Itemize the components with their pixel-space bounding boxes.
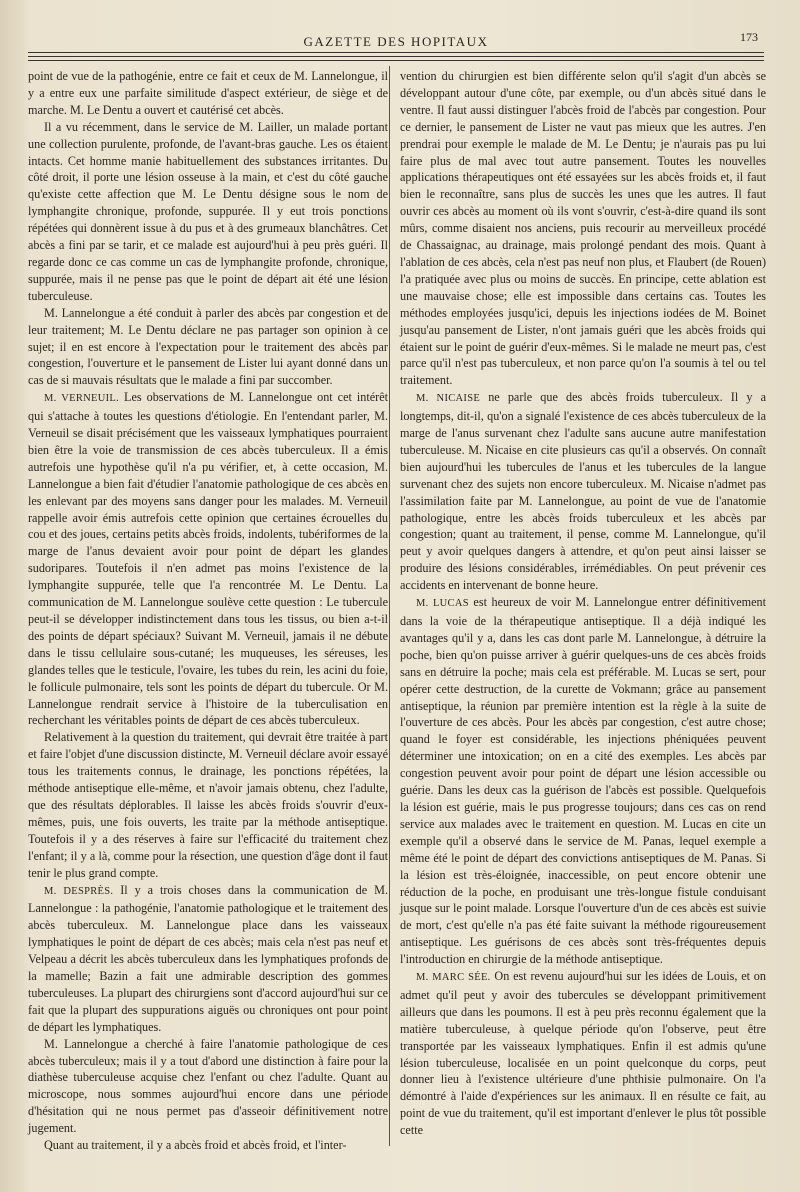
paragraph-text: Quant au traitement, il y a abcès froid et abcès froid, et l'inter- [44, 1138, 347, 1153]
paragraph [400, 68, 766, 389]
paragraph [400, 389, 766, 594]
paragraph-text: Il y a trois choses dans la communication de M. Lannelongue : la pathogénie, l'anatomie pathologique et le traitement des abcès tuberculeux. M. Lannelongue place dans les vaisseaux lymphatiques le point de départ de ces abcès; mais cela n'est pas neuf et Velpeau a décrit les abcès tuberculeux dans les lymphatiques profonds de la mamelle; Bazin a fait une admirable description des gommes tuberculeuses. La plupart des chirurgiens sont d'accord aujourd'hui sur ce fait que la plupart des suppurations aiguës ou chroniques ont pour point de départ les lymphatiques. [28, 882, 388, 1034]
column-divider [389, 66, 390, 1146]
header-rule [28, 60, 764, 61]
paragraph-text: point de vue de la pathogénie, entre ce fait et ceux de M. Lannelongue, il y a entre eux une parfaite similitude d'aspect extérieur, de siège et de marche. M. Le Dentu a ouvert et cautérisé cet abcès. [28, 69, 388, 117]
left-column [28, 68, 388, 1154]
paragraph [28, 119, 388, 305]
paragraph-text: est heureux de voir M. Lannelongue entrer définitivement dans la voie de la thérapeutique antiseptique. Il a déjà indiqué les avantages qu'il y a, dans les cas dont parle M. Lannelongue, à détruire la poche, bien qu'on puisse arriver à guérir quelques-uns de ces abcès froids sans en détruire la poche; mais cela est préférable. M. Lucas se sert, pour opérer cette destruction, de la curette de Vokmann; grâce au pansement antiseptique, la réunion par première intention est la règle à la suite de l'ouverture de ces abcès. Pour les abcès par congestion, c'est autre chose; quand le foyer est considérable, les injections phéniquées peuvent déterminer une intoxication; on en a cité des exemples. Les abcès par congestion peuvent avoir pour point de départ une lésion accessible ou guérie. Dans les deux cas la guérison de l'abcès est possible. Quelquefois la lésion est guérie, mais le pus progresse toujours; dans ces cas on rend service aux malades avec le traitement en question. M. Lucas en cite un exemple qu'il a observé dans le service de M. Panas, lequel exemple a même été le point de départ des convictions antiseptiques de M. Panas. Si la lésion est très-éloignée, inaccessible, on peut encore obtenir une réduction de la poche, en produisant une très-longue fistule conduisant jusque sur le point malade. Lorsque l'ouverture d'un de ces abcès est suivie de mort, c'est qu'elle n'a pas été faite suivant la méthode rigoureusement antiseptique. Les guérisons de ces abcès sont très-fréquentes depuis l'introduction en chirurgie de la méthode antiseptique. [400, 595, 766, 967]
paragraph [28, 882, 388, 1036]
page-number: 173 [740, 30, 758, 44]
paragraph-text: M. Lannelongue a été conduit à parler des abcès par congestion et de leur traitement; M. Le Dentu déclare ne pas partager son opinion à ce sujet; il en est encore à l'expectation pour le traitement des abcès par congestion, l'ouverture et le pansement de Lister lui ayant donné dans un cas de si mauvais résultats que le malade a fini par succomber. [28, 305, 388, 388]
paragraph [400, 594, 766, 968]
header-rule [28, 56, 764, 57]
paragraph-text: Il a vu récemment, dans le service de M. Lailler, un malade portant une collection purulente, profonde, de l'avant-bras gauche. Les os étaient intacts. Cet homme manie habituellement des substances irritantes. Du côté droit, il porte une lésion osseuse à la main, et c'est du côté gauche qu'existe cette affection que M. Le Dentu désigne sous le nom de lymphangite chronique, profonde, suppurée. Il y eut trois ponctions répétées qui donnèrent issue à du pus et à des grumeaux blanchâtres. Cet abcès a fini par se tarir, et ce malade est aujourd'hui à peu près guéri. Il regarde donc ce cas comme un cas de lymphangite profonde, chronique, suppurée, mais il ne pense pas que le point de départ ait été une lésion tuberculeuse. [28, 119, 388, 303]
paragraph-text: ne parle que des abcès froids tuberculeux. Il y a longtemps, dit-il, qu'on a signalé l'existence de ces abcès tuberculeux de la marge de l'anus survenant chez l'adulte sans aucune autre manifestation tuberculeuse. M. Nicaise en cite plusieurs cas qu'il a observés. On connaît bien aujourd'hui les tubercules de l'anus et les tubercules de la langue survenant chez des sujets non encore tuberculeux. M. Nicaise n'admet pas l'assimilation faite par M. Lannelongue, au point de vue de l'anatomie pathologique, entre les abcès froids tuberculeux et les abcès par congestion; quant au traitement, il pense, comme M. Lannelongue, qu'il peut y avoir quelques dangers à attendre, et qu'on peut ainsi laisser se produire des lésions considérables, irrémédiables. On peut prévenir ces accidents en intervenant de bonne heure. [400, 390, 766, 593]
speaker-name: M. LUCAS [416, 598, 469, 610]
running-title: GAZETTE DES HOPITAUX [303, 34, 489, 49]
paragraph-text: Relativement à la question du traitement, qui devrait être traitée à part et faire l'objet d'une discussion distincte, M. Verneuil déclare avoir essayé tous les traitements connus, le drainage, les ponctions répétées, la méthode antiseptique elle-même, et n'avoir jamais obtenu, chez l'adulte, que des résultats déplorables. Il laisse les abcès froids s'ouvrir d'eux-mêmes, puis, une fois ouverts, les traite par la méthode antiseptique. Toutefois il y a des réserves à faire sur l'efficacité du traitement chez l'enfant; il y a là, comme pour la résection, une question d'âge dont il faut tenir le plus grand compte. [28, 730, 388, 880]
paragraph [28, 1137, 388, 1154]
paragraph [28, 729, 388, 881]
paragraph [28, 68, 388, 119]
paragraph [28, 389, 388, 729]
header-rule [28, 52, 764, 53]
paragraph-text: Les observations de M. Lannelongue ont cet intérêt qui s'attache à toutes les questions d'étiologie. En l'entendant parler, M. Verneuil se disait précisément que les vaisseaux lymphatiques pourraient bien être la voie de transmission de ces abcès tuberculeux. Il a émis autrefois une hypothèse qu'il n'a pu vérifier, et, à cette occasion, M. Lannelongue a bien fait d'étudier l'anatomie pathologique de ces abcès en les enlevant par des moyens sans danger pour les malades. M. Verneuil rappelle avoir émis autrefois cette opinion que certaines écrouelles du cou et des joues, certains petits abcès froids, indolents, tubériformes de la marge de l'anus devaient avoir pour point de départ les glandes sudoripares. Toutefois il n'en admet pas moins l'existence de la lymphangite suppurée, telle que l'a rencontrée M. Le Dentu. La communication de M. Lannelongue soulève cette question : Le tubercule peut-il se développer indistinctement dans tous les tissus, ou bien a-t-il des points de départ spéciaux? Suivant M. Verneuil, jamais il ne débute dans le tissu cellulaire sous-cutané; les muqueuses, les séreuses, les glandes telles que le testicule, l'ovaire, les tubes du rein, les acini du foie, le follicule pulmonaire, tels sont les points de départ du tubercule. Or M. Lannelongue rendrait service à l'histoire de la tuberculisation en recherchant les véritables points de départ de ces abcès tuberculeux. [28, 390, 388, 728]
paragraph [28, 305, 388, 390]
speaker-name: M. MARC SÉE. [416, 972, 491, 984]
speaker-name: M. VERNEUIL. [44, 393, 120, 405]
speaker-name: M. NICAISE [416, 393, 481, 405]
page-header [28, 28, 764, 58]
paragraph-text: M. Lannelongue a cherché à faire l'anatomie pathologique de ces abcès tuberculeux; mais il y a tout d'abord une distinction à faire pour la diathèse tuberculeuse acquise chez l'enfant ou chez l'adulte. Quant au microscope, nous sommes aujourd'hui encore dans une période d'hésitation qui ne nous permet pas d'asseoir définitivement notre jugement. [28, 1036, 388, 1136]
paragraph [28, 1036, 388, 1137]
paragraph [400, 968, 766, 1139]
speaker-name: M. DESPRÈS. [44, 885, 114, 897]
paragraph-text: On est revenu aujourd'hui sur les idées de Louis, et on admet qu'il peut y avoir des tubercules se développant primitivement ailleurs que dans les poumons. Il est à peu près reconnu également que la matière tuberculeuse, à quelque période qu'on l'observe, peut être transportée par les vaisseaux lymphatiques. Enfin il est admis qu'une lésion tuberculeuse, localisée en un point quelconque du corps, peut donner lieu à l'existence ultérieure d'une phthisie pulmonaire. On l'a démontré à l'aide d'expériences sur les animaux. Il en résulte ce fait, au point de vue du traitement, qu'il est important d'enlever le plus tôt possible cette [400, 969, 766, 1138]
paragraph-text: vention du chirurgien est bien différente selon qu'il s'agit d'un abcès se développant autour d'une côte, par exemple, ou d'un abcès situé dans le ventre. Il faut aussi distinguer l'abcès froid de l'abcès par congestion. Pour ce dernier, le pansement de Lister ne vaut pas mieux que les autres. J'en prendrai pour exemple le malade de M. Le Dentu; je n'aurais pas pu lui faire plus de mal avec tout autre pansement. Toutes les nouvelles applications thérapeutiques ont été essayées sur les abcès froids et, il faut bien le reconnaître, sans plus de succès les unes que les autres. Il faut ouvrir ces abcès au moment où ils vont s'ouvrir, c'est-à-dire quand ils sont mûrs, comme disaient nos anciens, puis recourir au merveilleux procédé de Chassaignac, au drainage, mais prolongé pendant des mois. Quant à l'ablation de ces abcès, cela n'est pas neuf non plus, et Flaubert (de Rouen) l'a pratiquée avec plus ou moins de succès. En principe, cette ablation est une mauvaise chose; elle est impossible dans certains cas. Toutes les méthodes employées jusqu'ici, depuis les injections iodées de M. Boinet jusqu'au pansement de Lister, n'ont jamais guéri que les abcès froids qui étaient sur le point de guérir d'eux-mêmes. Si le malade ne meurt pas, c'est parce qu'il n'est pas tuberculeux, et non parce qu'on l'a soumis à tel ou tel traitement. [400, 69, 766, 388]
right-column [400, 68, 766, 1139]
